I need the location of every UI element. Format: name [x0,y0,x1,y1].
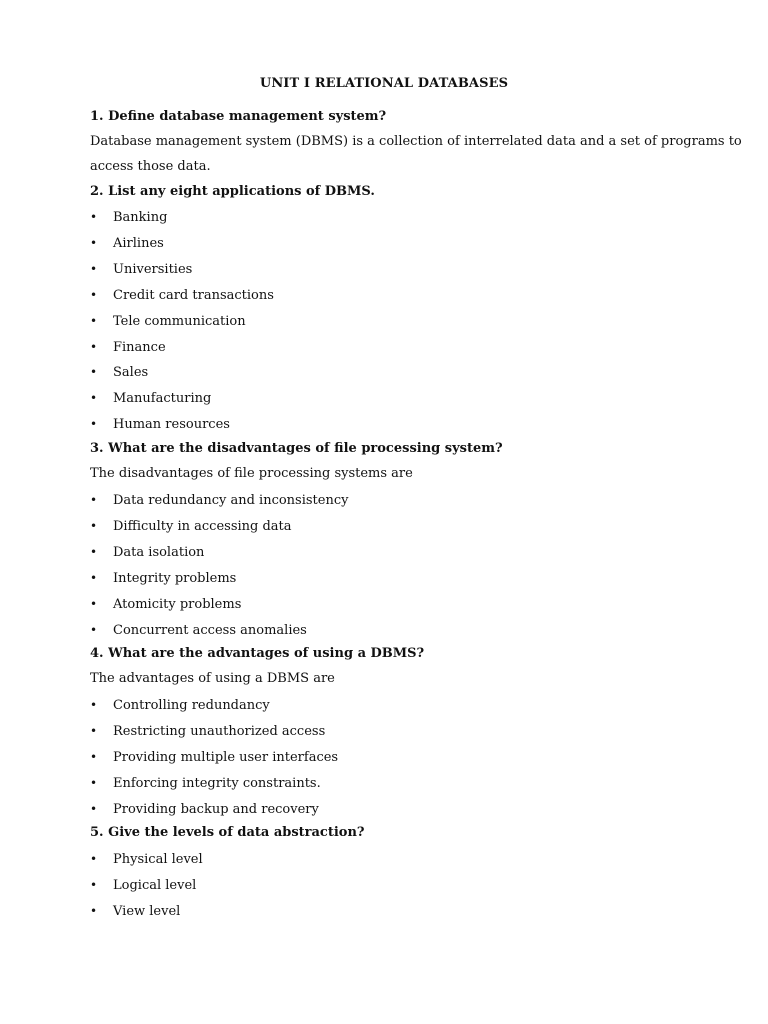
list-item [90,339,166,356]
list-item-label: Integrity problems [113,570,237,586]
list-item [90,287,274,304]
list-item-label: Atomicity problems [113,596,242,612]
bullet-icon: • [90,493,98,507]
question-1: 1. Define database management system? [90,109,387,124]
list-item-label: Enforcing integrity constraints. [113,775,321,791]
list-item [90,723,325,740]
bullet-icon: • [90,852,98,866]
list-item-label: Difficulty in accessing data [113,518,292,534]
list-item-label: Airlines [113,235,164,251]
bullet-icon: • [90,877,98,892]
answer-3-intro: The disadvantages of file processing systems are [90,466,413,481]
bullet-icon: • [90,596,98,611]
list-item [90,390,211,407]
bullet-icon: • [90,365,98,380]
list-item [90,313,246,330]
list-item-label: Logical level [113,877,197,893]
list-item-label: Finance [113,339,166,355]
question-4: 4. What are the advantages of using a DBMS? [90,646,425,661]
bullet-icon: • [90,339,98,354]
list-item [90,416,230,433]
list-item [90,801,319,818]
list-item-label: Credit card transactions [113,287,274,303]
bullet-icon: • [90,544,98,559]
bullet-icon: • [90,417,98,432]
list-item-label: Manufacturing [113,391,212,407]
bullet-icon: • [90,723,98,738]
list-item [90,775,321,792]
list-item-label: Universities [113,261,193,277]
list-item-label: Data isolation [113,544,205,560]
bullet-icon: • [90,313,98,328]
question-3: 3. What are the disadvantages of file processing system? [90,441,503,456]
list-item-label: Physical level [113,852,203,867]
list-item [90,903,180,920]
bullet-icon: • [90,235,98,250]
list-item [90,518,292,535]
list-item [90,209,167,226]
list-item-label: Sales [113,365,149,381]
list-item-label: Controlling redundancy [113,698,270,713]
list-item-label: Tele communication [113,313,246,329]
list-item [90,492,348,509]
list-item [90,877,196,894]
list-item-label: Concurrent access anomalies [113,622,307,638]
question-5: 5. Give the levels of data abstraction? [90,825,365,840]
bullet-icon: • [90,261,98,276]
bullet-icon: • [90,903,98,918]
bullet-icon: • [90,749,98,764]
list-item [90,851,203,868]
bullet-icon: • [90,570,98,585]
bullet-icon: • [90,518,98,533]
list-item [90,697,270,714]
bullet-icon: • [90,622,98,637]
list-item [90,622,307,639]
list-item [90,364,148,381]
list-item-label: Human resources [113,417,230,433]
answer-4-intro: The advantages of using a DBMS are [90,671,335,686]
document-title: UNIT I RELATIONAL DATABASES [259,76,509,91]
question-2: 2. List any eight applications of DBMS. [90,184,375,199]
answer-1-line-1: Database management system (DBMS) is a collection of interrelated data and a set of programs to [90,134,742,149]
list-item [90,596,241,613]
list-item [90,570,236,587]
list-item [90,235,164,252]
bullet-icon: • [90,287,98,302]
list-item-label: Data redundancy and inconsistency [113,493,349,508]
list-item-label: Providing backup and recovery [113,801,319,817]
list-item-label: Restricting unauthorized access [113,723,326,739]
answer-1-line-2: access those data. [90,159,211,174]
list-item [90,261,192,278]
bullet-icon: • [90,698,98,712]
list-item-label: View level [113,903,181,919]
bullet-icon: • [90,775,98,790]
bullet-icon: • [90,801,98,816]
bullet-icon: • [90,210,98,224]
list-item-label: Banking [113,210,168,225]
list-item-label: Providing multiple user interfaces [113,749,339,765]
list-item [90,749,338,766]
bullet-icon: • [90,391,98,406]
list-item [90,544,204,561]
